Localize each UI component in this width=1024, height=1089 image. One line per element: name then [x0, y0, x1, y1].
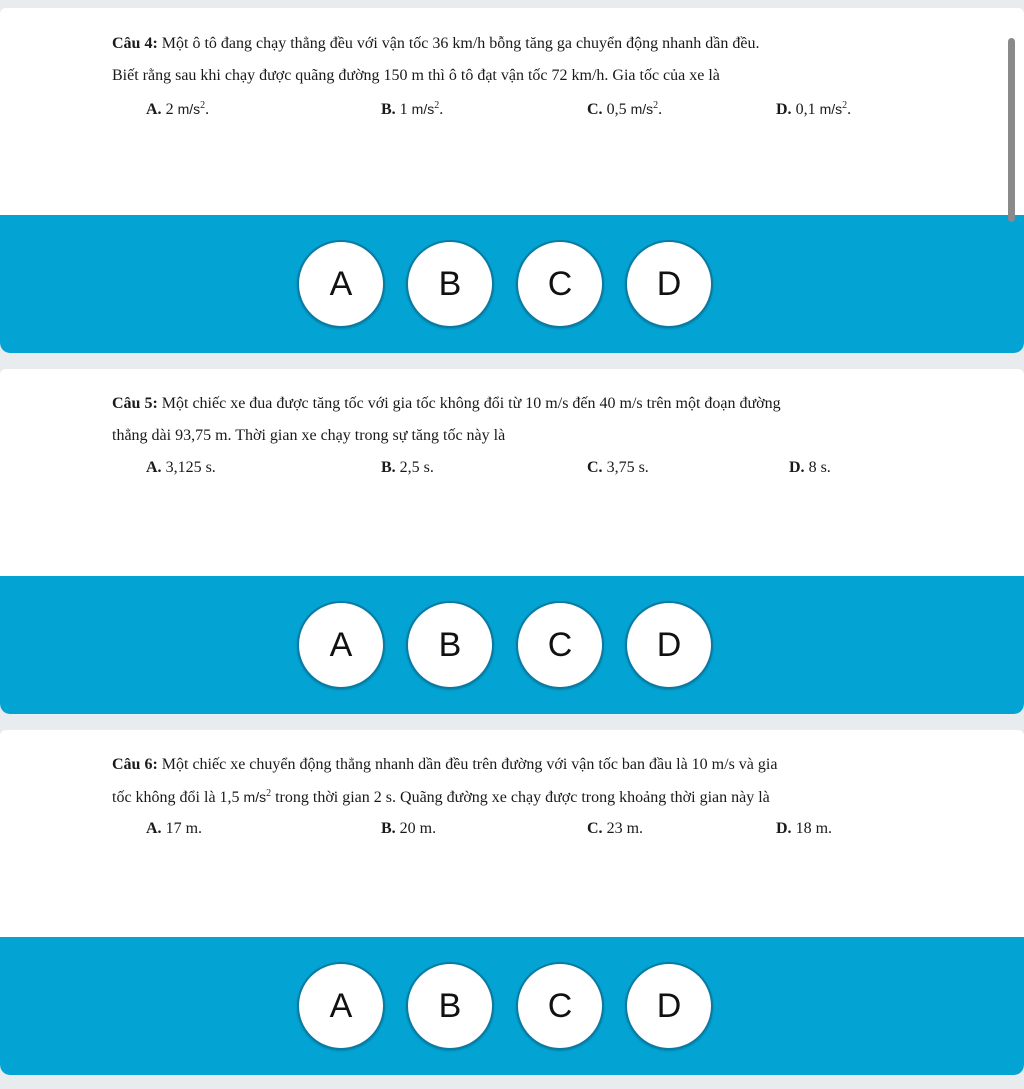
question-text: trong thời gian 2 s. Quãng đường xe chạy được trong khoảng thời gian này là: [275, 789, 770, 806]
answer-bar: [0, 576, 1024, 714]
question-line-2: tốc không đổi là 1,5 $m/s^2$ trong thời gian 2 s. Quãng đường xe chạy được trong khoảng thời gian này là: [112, 788, 770, 806]
question-text-area: [0, 8, 1024, 215]
question-card-4: [0, 8, 1024, 353]
question-line-2: [112, 66, 984, 86]
answer-c-button[interactable]: C: [516, 962, 604, 1050]
question-text: Một chiếc xe đua được tăng tốc với gia tốc không đổi từ 10 m/s đến 40 m/s trên một đoạn đường: [161, 395, 781, 412]
question-text: Một ô tô đang chạy thẳng đều với vận tốc 36 km/h bỗng tăng ga chuyển động nhanh dần đều.: [161, 35, 760, 52]
option-d: D. 18 m.: [776, 820, 833, 837]
option-a: A. 17 m.: [146, 820, 203, 837]
question-text-area: [0, 730, 1024, 937]
answer-a-button[interactable]: A: [297, 601, 385, 689]
option-d: D. 8 s.: [789, 459, 831, 476]
answer-a-button[interactable]: A: [297, 240, 385, 328]
option-b: B. 1 $m/s^2$.: [381, 100, 444, 118]
option-a: A. 2 $m/s^2$.: [146, 100, 210, 118]
option-c: C. 3,75 s.: [587, 459, 649, 476]
answer-c-button[interactable]: C: [516, 240, 604, 328]
question-text: thẳng dài 93,75 m. Thời gian xe chạy trong sự tăng tốc này là: [112, 427, 506, 444]
option-b: B. 2,5 s.: [381, 459, 434, 476]
answer-d-button[interactable]: D: [625, 601, 713, 689]
question-label: Câu 6:: [112, 756, 158, 773]
option-d: D. 0,1 $m/s^2$.: [776, 100, 852, 118]
answer-d-button[interactable]: D: [625, 240, 713, 328]
answer-bar: [0, 215, 1024, 353]
option-a: A. 3,125 s.: [146, 459, 216, 476]
question-text: tốc không đổi là 1,5: [112, 789, 240, 806]
answer-b-button[interactable]: B: [406, 240, 494, 328]
answer-b-button[interactable]: B: [406, 962, 494, 1050]
option-c: C. 0,5 $m/s^2$.: [587, 100, 663, 118]
question-card-5: [0, 369, 1024, 714]
question-card-6: [0, 730, 1024, 1075]
scrollbar[interactable]: [1008, 38, 1015, 222]
question-label: Câu 5:: [112, 395, 158, 412]
answer-c-button[interactable]: C: [516, 601, 604, 689]
question-text: Biết rằng sau khi chạy được quãng đường 150 m thì ô tô đạt vận tốc 72 km/h. Gia tốc của xe là: [112, 67, 720, 84]
question-label: Câu 4:: [112, 35, 158, 52]
answer-d-button[interactable]: D: [625, 962, 713, 1050]
answer-b-button[interactable]: B: [406, 601, 494, 689]
question-line-1: [112, 34, 984, 54]
question-text: Một chiếc xe chuyển động thẳng nhanh dần đều trên đường với vận tốc ban đầu là 10 m/s và gia: [161, 756, 778, 773]
question-text-area: [0, 369, 1024, 576]
question-line-1: [112, 394, 984, 414]
option-b: B. 20 m.: [381, 820, 437, 837]
question-line-1: [112, 755, 984, 775]
answer-a-button[interactable]: A: [297, 962, 385, 1050]
answer-bar: [0, 937, 1024, 1075]
option-c: C. 23 m.: [587, 820, 644, 837]
question-line-2: [112, 426, 984, 446]
